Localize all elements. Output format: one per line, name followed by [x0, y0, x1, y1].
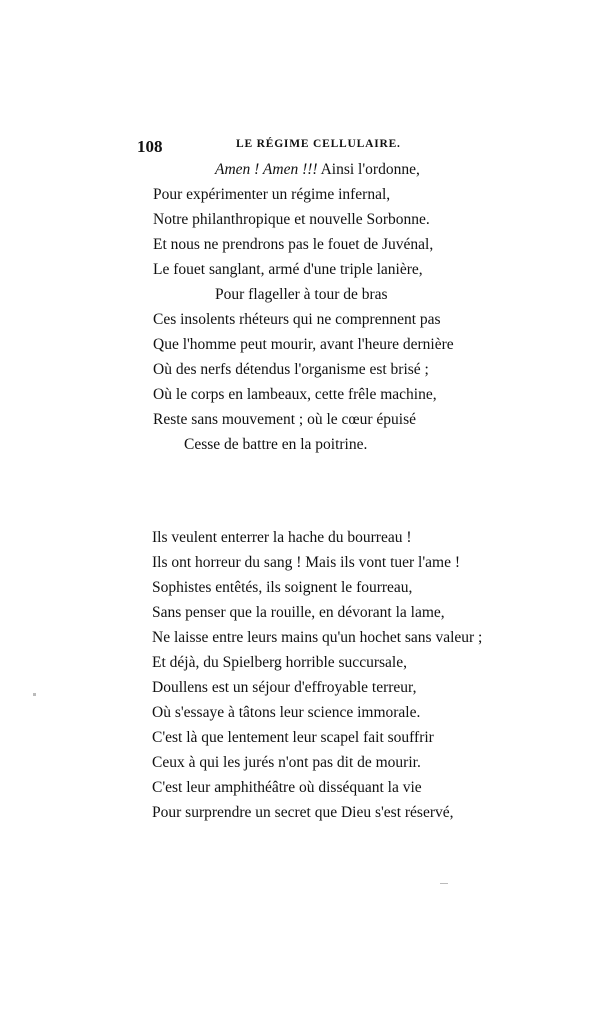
poem-line: Sophistes entêtés, ils soignent le fourreau,: [152, 579, 413, 596]
poem-line: [215, 162, 420, 178]
running-title: LE RÉGIME CELLULAIRE.: [236, 138, 401, 150]
poem-line: Et nous ne prendrons pas le fouet de Juvénal,: [153, 236, 434, 253]
poem-line: Le fouet sanglant, armé d'une triple lanière,: [153, 261, 423, 278]
poem-line: Doullens est un séjour d'effroyable terreur,: [152, 679, 417, 696]
poem-line: Ils ont horreur du sang ! Mais ils vont tuer l'ame !: [152, 554, 460, 571]
poem-line: Et déjà, du Spielberg horrible succursale,: [152, 654, 407, 671]
poem-line: Où le corps en lambeaux, cette frêle machine,: [153, 386, 437, 403]
poem-line: Reste sans mouvement ; où le cœur épuisé: [153, 411, 417, 428]
italic-exclamation: Amen ! Amen !!!: [215, 161, 318, 178]
poem-line: Cesse de battre en la poitrine.: [184, 436, 368, 453]
page-number: 108: [137, 137, 163, 156]
poem-line: Notre philanthropique et nouvelle Sorbonne.: [153, 211, 430, 228]
print-speck: [33, 693, 36, 696]
poem-line: Où des nerfs détendus l'organisme est brisé ;: [153, 361, 429, 378]
poem-line: Pour flageller à tour de bras: [215, 286, 388, 303]
poem-line: Que l'homme peut mourir, avant l'heure dernière: [153, 336, 454, 353]
line-rest: Ainsi l'ordonne,: [317, 161, 420, 178]
print-speck: [440, 883, 448, 884]
poem-line: Ces insolents rhéteurs qui ne comprennent pas: [153, 311, 441, 328]
poem-line: Ceux à qui les jurés n'ont pas dit de mourir.: [152, 754, 421, 771]
poem-line: C'est leur amphithéâtre où disséquant la vie: [152, 779, 422, 796]
poem-line: Pour expérimenter un régime infernal,: [153, 186, 391, 203]
poem-line: Où s'essaye à tâtons leur science immorale.: [152, 704, 421, 721]
poem-line: Pour surprendre un secret que Dieu s'est réservé,: [152, 804, 454, 821]
poem-line: Ils veulent enterrer la hache du bourreau !: [152, 529, 412, 546]
poem-line: Sans penser que la rouille, en dévorant la lame,: [152, 604, 445, 621]
poem-line: Ne laisse entre leurs mains qu'un hochet sans valeur ;: [152, 629, 483, 646]
poem-line: C'est là que lentement leur scapel fait souffrir: [152, 729, 434, 746]
